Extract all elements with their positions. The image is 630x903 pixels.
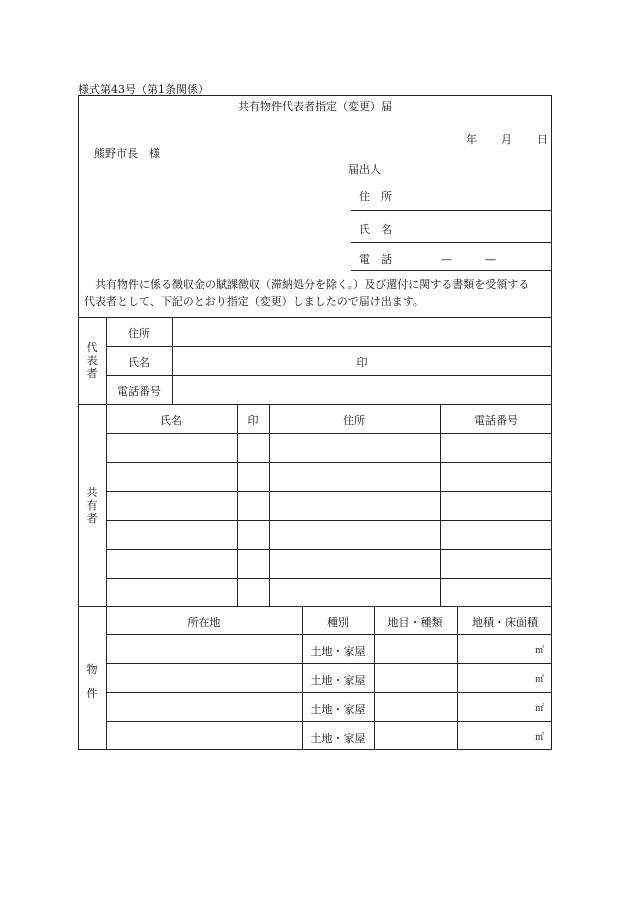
representative-row-divider-2 [106, 375, 552, 376]
property-row-unit: ㎡ [534, 733, 544, 743]
representative-top-border [78, 317, 552, 318]
applicant-address-label: 住 所 [359, 190, 392, 203]
applicant-name-line[interactable] [351, 242, 552, 243]
property-row-type: 土地・家屋 [310, 674, 366, 687]
statement [84, 276, 550, 310]
property-header-land-category: 地目・種類 [387, 616, 443, 629]
property-header-location: 所在地 [187, 616, 221, 629]
applicant-phone-label: 電 話 [359, 253, 392, 266]
form-title: 共有物件代表者指定（変更）届 [238, 100, 392, 113]
applicant-label: 届出人 [348, 163, 381, 176]
property-row-divider [106, 634, 552, 635]
property-top-border [78, 606, 552, 607]
date-month: 月 [501, 133, 512, 146]
representative-field-divider [172, 317, 173, 404]
property-row-divider [106, 692, 552, 693]
property-row-type: 土地・家屋 [310, 703, 366, 716]
co-owners-top-border [78, 404, 552, 405]
statement-line-1: 共有物件に係る徴収金の賦課徴収（滞納処分を除く。）及び還付に関する書類を受領する [95, 278, 530, 291]
property-row-unit: ㎡ [534, 675, 544, 685]
co-owners-row-divider [106, 433, 552, 434]
representative-row-divider-1 [106, 346, 552, 347]
co-owners-header-seal: 印 [247, 414, 259, 427]
date-year: 年 [466, 133, 477, 146]
co-owners-label-divider [106, 404, 107, 606]
property-row-divider [106, 663, 552, 664]
property-col-divider-2 [374, 606, 375, 750]
co-owners-row-divider [106, 549, 552, 550]
representative-name-label: 氏名 [128, 356, 150, 369]
co-owners-header-address: 住所 [343, 414, 365, 427]
property-header-area: 地積・床面積 [472, 616, 538, 629]
property-col-divider-3 [457, 606, 458, 750]
applicant-phone-separator: — — [441, 253, 496, 266]
applicant-address-line[interactable] [351, 210, 552, 211]
applicant-phone-line[interactable] [351, 270, 552, 271]
co-owners-col-divider-1 [237, 404, 238, 606]
property-col-divider-1 [302, 606, 303, 750]
co-owners-col-divider-3 [440, 404, 441, 606]
co-owners-row-divider [106, 520, 552, 521]
property-row-type: 土地・家屋 [310, 732, 366, 745]
representative-label-divider [106, 317, 107, 404]
co-owners-row-divider [106, 491, 552, 492]
addressee: 熊野市長 様 [94, 147, 160, 160]
date-day: 日 [537, 133, 548, 146]
applicant-name-label: 氏 名 [359, 223, 392, 236]
co-owners-header-phone: 電話番号 [474, 414, 518, 427]
statement-line-2: 代表者として、下記のとおり指定（変更）しましたので届け出ます。 [84, 295, 424, 308]
co-owners-header-name: 氏名 [160, 414, 182, 427]
property-row-unit: ㎡ [534, 704, 544, 714]
property-row-type: 土地・家屋 [310, 645, 366, 658]
representative-phone-label: 電話番号 [117, 385, 161, 398]
form-number: 様式第43号（第1条関係） [78, 83, 209, 96]
co-owners-row-divider [106, 578, 552, 579]
property-row-divider [106, 721, 552, 722]
property-section-label: 物 件 [86, 663, 98, 700]
property-row-unit: ㎡ [534, 646, 544, 656]
representative-address-label: 住所 [128, 327, 150, 340]
representative-section-label: 代 表 者 [86, 341, 98, 380]
co-owners-col-divider-2 [269, 404, 270, 606]
property-label-divider [106, 606, 107, 750]
representative-seal: 印 [356, 356, 368, 369]
property-header-type: 種別 [327, 616, 349, 629]
co-owners-section-label: 共 有 者 [86, 486, 98, 525]
co-owners-row-divider [106, 462, 552, 463]
